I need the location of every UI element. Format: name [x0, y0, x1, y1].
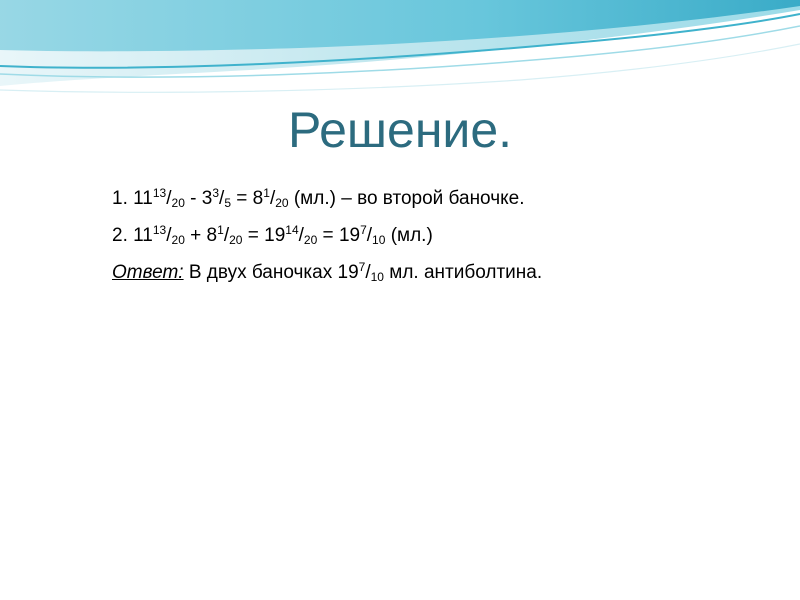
fraction-numerator: 13 [152, 223, 167, 237]
slide-title: Решение. [287, 102, 513, 158]
equals-sign: = [247, 225, 259, 246]
fraction-numerator: 3 [212, 186, 220, 200]
fraction-numerator: 1 [263, 186, 270, 200]
fraction-denominator: 20 [171, 233, 185, 247]
mixed-whole: 3 [201, 188, 213, 209]
answer-tail-text: мл. антиболтина. [389, 262, 543, 283]
line-number: 2. [112, 225, 128, 246]
mixed-whole: 8 [252, 188, 264, 209]
fraction-numerator: 14 [285, 223, 299, 237]
fraction-numerator: 1 [217, 223, 224, 237]
solution-line-1: 1. $11^{13}/_{20} - 3^3/_5 = 8^1/_{20}$ (мл.) – во второй баночке. [112, 186, 525, 210]
line-tail-text: (мл.) – во второй баночке. [293, 188, 525, 209]
mixed-whole: 19 [338, 225, 361, 246]
fraction-denominator: 20 [171, 196, 185, 210]
fraction-numerator: 13 [152, 186, 167, 200]
operator: + [190, 225, 202, 246]
fraction-denominator: 10 [370, 270, 384, 284]
equals-sign: = [322, 225, 334, 246]
line-tail-text: (мл.) [390, 225, 433, 246]
fraction-denominator: 20 [275, 196, 289, 210]
mixed-whole: 11 [133, 225, 153, 246]
equals-sign: = [236, 188, 248, 209]
fraction-denominator: 20 [303, 233, 318, 247]
answer-label: Ответ: [112, 262, 184, 283]
fraction-denominator: 20 [229, 233, 243, 247]
solution-body [112, 180, 772, 291]
mixed-whole: 8 [206, 225, 218, 246]
mixed-whole: 19 [264, 225, 286, 246]
fraction-denominator: 10 [372, 233, 386, 247]
answer-text: В двух баночках [188, 262, 333, 283]
mixed-whole: 11 [133, 188, 153, 209]
solution-line-2: 2. $11^{13}/_{20} + 8^1/_{20} = 19^{14}/_{20} = 19^7/_{10}$ (мл.) [112, 223, 433, 247]
operator: - [190, 188, 197, 209]
line-number: 1. [112, 188, 128, 209]
mixed-whole: 19 [337, 262, 359, 283]
answer-line: Ответ: В двух баночках $19^7/_{10}$ мл. антиболтина. [112, 260, 543, 284]
fraction-denominator: 5 [224, 196, 231, 210]
fraction-numerator: 7 [358, 260, 366, 274]
fraction-numerator: 7 [360, 223, 367, 237]
